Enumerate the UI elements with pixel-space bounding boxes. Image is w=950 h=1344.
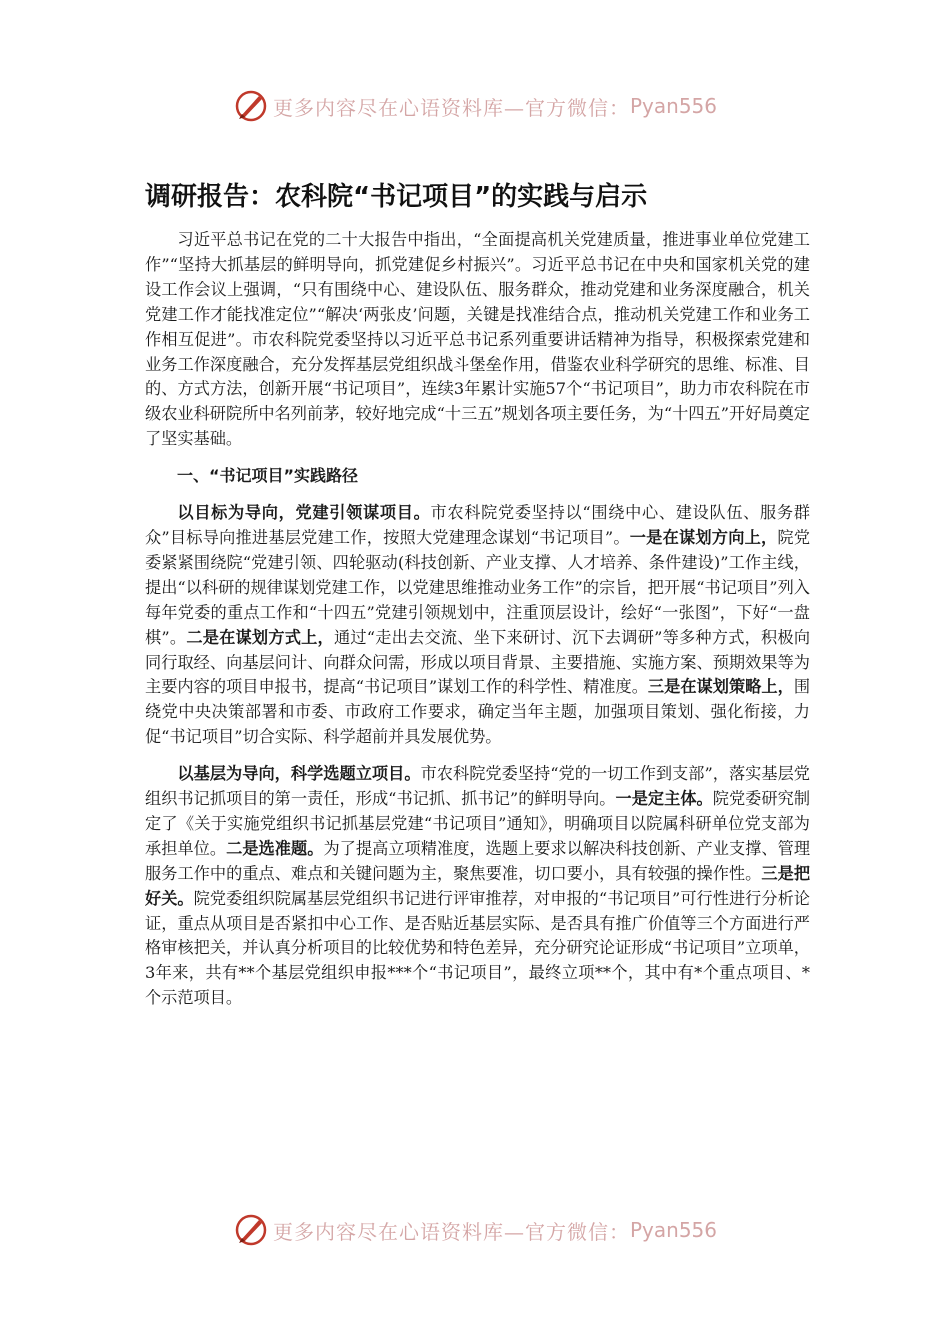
pen-logo-icon	[233, 1212, 269, 1248]
banner-text: 更多内容尽在心语资料库—官方微信：	[272, 1219, 630, 1244]
document-body	[145, 228, 810, 1023]
banner-text: 更多内容尽在心语资料库—官方微信：	[272, 95, 630, 120]
banner-wechat-id: Pyan556	[629, 1218, 717, 1242]
paragraph-point: 三是在谋划策略上，	[647, 677, 794, 697]
paragraph-text: 围绕党中央决策部署和市委、市政府工作要求，确定当年主题，加强项目策划、强化衔接，力促“书记项目”切合实际、科学超前并具发展优势。	[145, 677, 810, 747]
footer-watermark-banner	[0, 1210, 950, 1250]
paragraph-lead: 以目标为导向，党建引领谋项目。	[177, 503, 431, 523]
paragraph-point: 一是定主体。	[615, 789, 713, 809]
paragraph-text: 通过“走出去交流、坐下来研讨、沉下去调研”等多种方式，积极向同行取经、向基层问计、向群众问需，形成以项目背景、主要措施、实施方案、预期效果等为主要内容的项目申报书，提高“书记项目”谋划工作的科学性、精准度。	[145, 627, 811, 697]
banner-wechat-id: Pyan556	[629, 94, 717, 118]
paragraph-text: 市农科院党委坚持以“围绕中心、建设队伍、服务群众”目标导向推进基层党建工作，按照大党建理念谋划“书记项目”。	[145, 503, 810, 547]
paragraph-goal-oriented	[145, 501, 810, 750]
intro-paragraph: 习近平总书记在党的二十大报告中指出，“全面提高机关党建质量，推进事业单位党建工作”“坚持大抓基层的鲜明导向，抓党建促乡村振兴”。习近平总书记在中央和国家机关党的建设工作会议上强调，“只有围绕中心、建设队伍、服务群众，推动党建和业务深度融合，机关党建工作才能找准定位”“解决‘两张皮’问题，关键是找准结合点，推动机关党建工作和业务工作相互促进”。市农科院党委坚持以习近平总书记系列重要讲话精神为指导，积极探索党建和业务工作深度融合，充分发挥基层党组织战斗堡垒作用，借鉴农业科学研究的思维、标准、目的、方式方法，创新开展“书记项目”，连续3年累计实施57个“书记项目”，助力市农科院在市级农业科研院所中名列前茅，较好地完成“十三五”规划各项主要任务，为“十四五”开好局奠定了坚实基础。	[145, 230, 810, 449]
pen-logo-icon	[233, 88, 269, 124]
paragraph-point: 二是选准题。	[226, 838, 324, 858]
paragraph-text: 市农科院党委坚持“党的一切工作到支部”，落实基层党组织书记抓项目的第一责任，形成“书记抓、抓书记”的鲜明导向。	[145, 764, 810, 809]
paragraph-text: 院党委研究制定了《关于实施党组织书记抓基层党建“书记项目”通知》，明确项目以院属科研单位党支部为承担单位。	[145, 789, 811, 858]
document-title: 调研报告：农科院“书记项目”的实践与启示	[145, 182, 648, 212]
paragraph-text: 院党委组织院属基层党组织书记进行评审推荐，对申报的“书记项目”可行性进行分析论证，重点从项目是否紧扣中心工作、是否贴近基层实际、是否具有推广价值等三个方面进行严格审核把关，并认真分析项目的比较优势和特色差异，充分研究论证形成“书记项目”立项单，3年来，共有**个基层党组织申报***个“书记项目”，最终立项**个，其中有*个重点项目、*个示范项目。	[145, 888, 810, 1008]
paragraph-grassroots-oriented	[145, 762, 810, 1011]
paragraph-point: 一是在谋划方向上，	[629, 527, 778, 547]
paragraph-point: 三是把好关。	[145, 863, 811, 908]
header-watermark-banner	[0, 86, 950, 126]
section-heading: 一、“书记项目”实践路径	[177, 466, 359, 486]
paragraph-text: 院党委紧紧围绕院“党建引领、四轮驱动(科技创新、产业支撑、人才培养、条件建设)”工作主线，提出“以科研的规律谋划党建工作，以党建思维推动业务工作”的宗旨，把开展“书记项目”列入每年党委的重点工作和“十四五”党建引领规划中，注重顶层设计，绘好“一张图”，下好“一盘棋”。	[145, 527, 811, 647]
paragraph-lead: 以基层为导向，科学选题立项目。	[177, 764, 421, 784]
paragraph-point: 二是在谋划方式上，	[186, 627, 334, 647]
paragraph-text: 为了提高立项精准度，选题上要求以解决科技创新、产业支撑、管理服务工作中的重点、难点和关键问题为主，聚焦要准，切口要小，具有较强的操作性。	[145, 838, 811, 883]
